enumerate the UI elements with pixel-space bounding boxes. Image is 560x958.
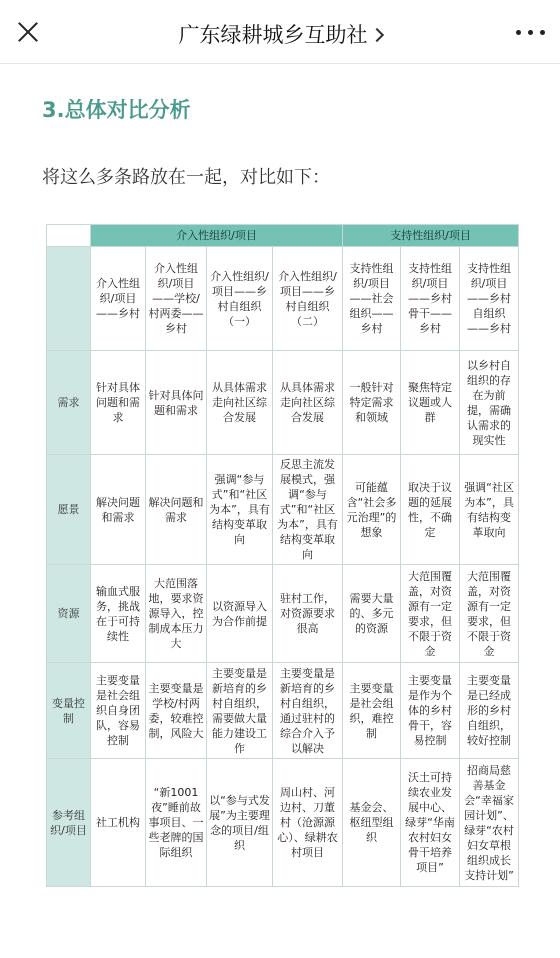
table-row [47,565,519,663]
table-cell: 从具体需求走向社区综合发展 [273,351,343,455]
row-label: 变量控制 [47,663,91,759]
table-cell: 主要变量是新培育的乡村自组织，需要做大量能力建设工作 [207,663,273,759]
column-header: 介入性组织/项目——乡村 [91,247,146,351]
table-cell: 从具体需求走向社区综合发展 [207,351,273,455]
table-cell: 社工机构 [91,759,146,887]
table-cell: 主要变量是新培育的乡村自组织，通过驻村的综合介入予以解决 [273,663,343,759]
account-title-link[interactable] [0,19,560,49]
row-label: 愿景 [47,455,91,565]
row-label: 参考组织/项目 [47,759,91,887]
column-header: 介入性组织/项目——乡村自组织（一） [207,247,273,351]
table-cell: 驻村工作，对资源要求很高 [273,565,343,663]
table-cell: 一般针对特定需求和领域 [343,351,401,455]
column-header: 支持性组织/项目——乡村自组织——乡村 [460,247,519,351]
table-cell: 解决问题和需求 [146,455,207,565]
title-bar [0,0,560,64]
table-cell: 以资源导入为合作前提 [207,565,273,663]
table-cell: 可能蕴含“社会多元治理”的想象 [343,455,401,565]
group-header-support: 支持性组织/项目 [343,225,519,247]
table-cell: 针对具体问题和需求 [146,351,207,455]
table-cell: 大范围覆盖，对资源有一定要求，但不限于资金 [460,565,519,663]
table-row [47,351,519,455]
row-label: 需求 [47,351,91,455]
account-title: 广东绿耕城乡互助社 [178,23,368,47]
table-row [47,759,519,887]
table-row [47,663,519,759]
table-cell: 以“参与式发展”为主要理念的项目/组织 [207,759,273,887]
table-cell: 主要变量是作为个体的乡村骨干，容易控制 [401,663,460,759]
column-header: 支持性组织/项目——乡村骨干——乡村 [401,247,460,351]
table-row [47,455,519,565]
chevron-right-icon [369,28,383,42]
column-header-row [47,247,519,351]
column-header: 支持性组织/项目——社会组织——乡村 [343,247,401,351]
table-cell: 输血式服务，挑战在于可持续性 [91,565,146,663]
table-cell: 周山村、河边村、刀董村（沧源源心）、绿耕农村项目 [273,759,343,887]
table-cell: 以乡村自组织的存在为前提，需确认需求的现实性 [460,351,519,455]
corner-cell [47,225,91,247]
table-cell: 基金会、枢纽型组织 [343,759,401,887]
column-header: 介入性组织/项目——学校/村两委——乡村 [146,247,207,351]
table-cell: 主要变量是学校/村两委，较难控制，风险大 [146,663,207,759]
table-cell: 取决于议题的延展性，不确定 [401,455,460,565]
row-label: 资源 [47,565,91,663]
group-header-row [47,225,519,247]
table-cell: 解决问题和需求 [91,455,146,565]
table-cell: 沃土可持续农业发展中心、绿芽“华南农村妇女骨干培养项目” [401,759,460,887]
table-cell: 主要变量是社会组织自身团队，容易控制 [91,663,146,759]
column-header: 介入性组织/项目——乡村自组织（二） [273,247,343,351]
table-cell: 需要大量的、多元的资源 [343,565,401,663]
group-header-intervention: 介入性组织/项目 [91,225,343,247]
table-cell: 反思主流发展模式，强调“参与式”和“社区为本”，具有结构变革取向 [273,455,343,565]
table-cell: 强调“参与式”和“社区为本”，具有结构变革取向 [207,455,273,565]
table-cell: 大范围覆盖，对资源有一定要求，但不限于资金 [401,565,460,663]
corner-cell-2 [47,247,91,351]
table-cell: 主要变量是已经成形的乡村自组织，较好控制 [460,663,519,759]
table-cell: 聚焦特定议题或人群 [401,351,460,455]
table-cell: 大范围落地，要求资源导入，控制成本压力大 [146,565,207,663]
intro-paragraph: 将这么多条路放在一起，对比如下： [42,167,330,188]
section-heading: 3.总体对比分析 [42,98,191,122]
table-cell: 招商局慈善基金会“幸福家园计划”、绿芽“农村妇女草根组织成长支持计划” [460,759,519,887]
table-cell: 主要变量是社会组织，难控制 [343,663,401,759]
table-cell: “新1001夜”睡前故事项目、一些老牌的国际组织 [146,759,207,887]
table-cell: 针对具体问题和需求 [91,351,146,455]
table-cell: 强调“社区为本”，具有结构变革取向 [460,455,519,565]
more-icon[interactable] [516,30,546,36]
comparison-table [46,224,519,887]
